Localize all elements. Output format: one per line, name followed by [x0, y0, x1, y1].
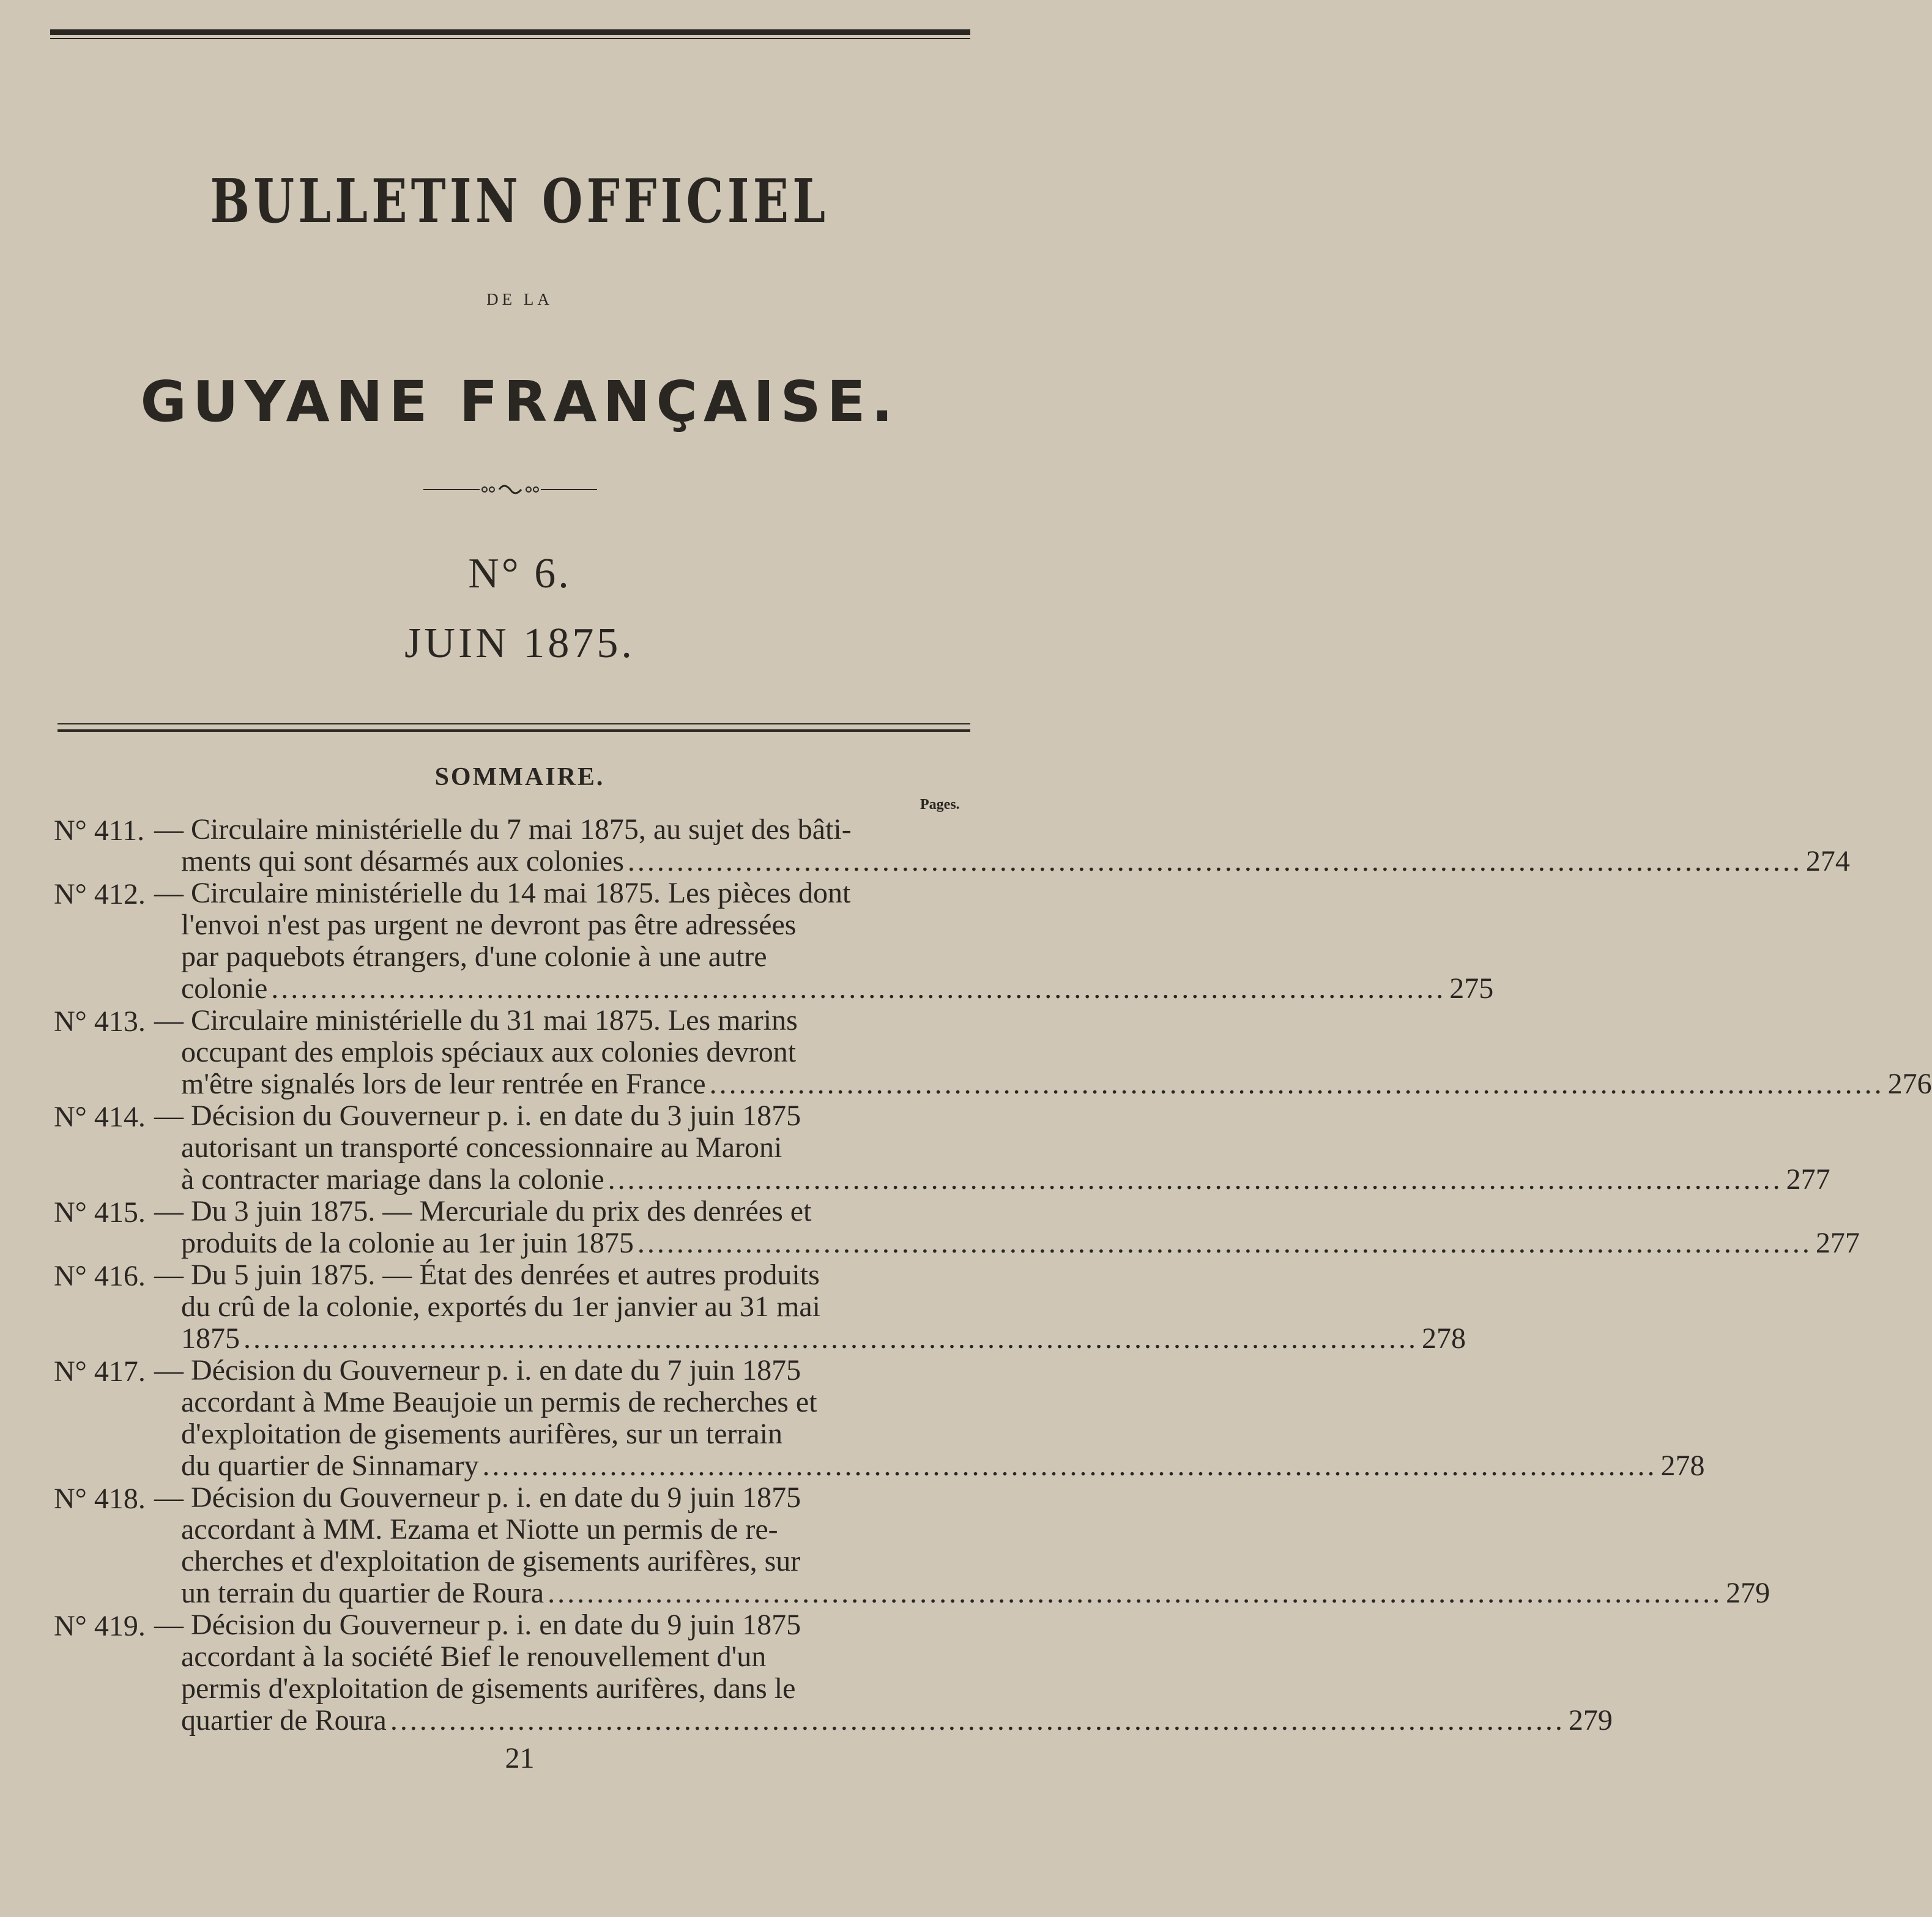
entry-description — [154, 1004, 1932, 1100]
entry-number: N° 416. — [54, 1260, 146, 1292]
dot-leader: ........................................................................................................................ — [243, 1322, 1418, 1355]
entry-line: à contracter mariage dans la colonie — [181, 1163, 604, 1196]
bulletin-title: BULLETIN OFFICIEL — [210, 166, 830, 237]
entry-line: permis d'exploitation de gisements aurifères, dans le — [181, 1672, 796, 1705]
dot-leader: ........................................................................................................................ — [390, 1704, 1565, 1736]
entry-line: ments qui sont désarmés aux colonies — [181, 845, 624, 877]
entry-line: m'être signalés lors de leur rentrée en France — [181, 1068, 706, 1100]
entry-number: N° 418. — [54, 1483, 146, 1515]
entry-page-number: 277 — [1786, 1163, 1830, 1196]
entry-number: N° 411. — [54, 814, 145, 847]
entry-final-line — [154, 1163, 1830, 1196]
colony-title: GUYANE FRANÇAISE. — [140, 369, 899, 434]
entry-page-number: 279 — [1568, 1704, 1613, 1736]
entry-line: accordant à la société Bief le renouvellement d'un — [181, 1640, 767, 1673]
entry-line: produits de la colonie au 1er juin 1875 — [181, 1227, 634, 1259]
entry-page-number: 276 — [1887, 1068, 1932, 1100]
entry-number: N° 413. — [54, 1005, 146, 1038]
dot-leader: ........................................................................................................................ — [271, 972, 1446, 1005]
entry-line: — Du 3 juin 1875. — Mercuriale du prix des denrées et — [154, 1195, 812, 1227]
ornament-divider-icon — [423, 482, 597, 497]
entry-line: accordant à MM. Ezama et Niotte un permis de re- — [181, 1513, 778, 1546]
entry-page-number: 279 — [1726, 1577, 1770, 1609]
entry-line: du crû de la colonie, exportés du 1er janvier au 31 mai — [181, 1290, 820, 1323]
entry-page-number: 278 — [1660, 1450, 1705, 1482]
dot-leader: ........................................................................................................................ — [637, 1227, 1812, 1259]
page-folio: 21 — [505, 1742, 535, 1774]
issue-number: N° 6. — [468, 550, 571, 597]
entry-final-line — [154, 1577, 1770, 1609]
entry-description — [154, 1481, 1770, 1609]
entry-description — [154, 877, 1494, 1005]
entry-line: accordant à Mme Beaujoie un permis de recherches et — [181, 1386, 817, 1418]
entry-description — [154, 1195, 1860, 1259]
entry-number: N° 415. — [54, 1196, 146, 1229]
entry-line: — Décision du Gouverneur p. i. en date du 3 juin 1875 — [154, 1100, 801, 1132]
entry-page-number: 274 — [1805, 845, 1850, 877]
entry-page-number: 277 — [1815, 1227, 1860, 1259]
contents-heading: SOMMAIRE. — [434, 763, 605, 791]
entry-number: N° 417. — [54, 1355, 146, 1388]
entry-line: — Circulaire ministérielle du 31 mai 1875. Les marins — [154, 1004, 798, 1037]
entry-final-line — [154, 845, 1850, 877]
entry-description — [154, 1259, 1466, 1355]
entry-line: par paquebots étrangers, d'une colonie à une autre — [181, 940, 767, 973]
entry-description — [154, 1609, 1613, 1736]
entry-line: cherches et d'exploitation de gisements aurifères, sur — [181, 1545, 801, 1577]
top-double-rule — [50, 29, 970, 41]
entry-final-line — [154, 1068, 1932, 1100]
entry-line: — Circulaire ministérielle du 7 mai 1875, au sujet des bâti- — [154, 813, 852, 846]
entry-final-line — [154, 1322, 1466, 1355]
entry-description — [154, 813, 1850, 877]
issue-date: JUIN 1875. — [404, 620, 635, 667]
dot-leader: ........................................................................................................................ — [482, 1450, 1657, 1482]
entry-final-line — [154, 1704, 1613, 1736]
entry-line: occupant des emplois spéciaux aux colonies devront — [181, 1036, 797, 1068]
entry-line: — Décision du Gouverneur p. i. en date du 9 juin 1875 — [154, 1481, 801, 1514]
entry-description — [154, 1354, 1705, 1482]
entry-line: — Du 5 juin 1875. — État des denrées et autres produits — [154, 1259, 820, 1291]
entry-final-line — [154, 1227, 1860, 1259]
dot-leader: ........................................................................................................................ — [709, 1068, 1884, 1100]
entry-page-number: 278 — [1422, 1322, 1466, 1355]
entry-page-number: 275 — [1449, 972, 1494, 1005]
title-connector: DE LA — [486, 290, 553, 308]
entry-line: l'envoi n'est pas urgent ne devront pas être adressées — [181, 909, 797, 941]
entry-line: colonie — [181, 972, 268, 1005]
entry-line: — Circulaire ministérielle du 14 mai 1875. Les pièces dont — [154, 877, 851, 909]
entry-line: — Décision du Gouverneur p. i. en date du 7 juin 1875 — [154, 1354, 801, 1387]
entry-line: 1875 — [181, 1322, 240, 1355]
dot-leader: ........................................................................................................................ — [548, 1577, 1723, 1609]
entry-line: — Décision du Gouverneur p. i. en date du 9 juin 1875 — [154, 1609, 801, 1641]
entry-number: N° 419. — [54, 1610, 146, 1642]
dot-leader: ........................................................................................................................ — [607, 1163, 1783, 1196]
entry-line: un terrain du quartier de Roura — [181, 1577, 544, 1609]
entry-description — [154, 1100, 1830, 1196]
dot-leader: ........................................................................................................................ — [627, 845, 1802, 877]
entry-number: N° 414. — [54, 1101, 146, 1133]
entry-line: autorisant un transporté concessionnaire au Maroni — [181, 1131, 782, 1164]
entry-final-line — [154, 1450, 1705, 1482]
entry-number: N° 412. — [54, 878, 146, 910]
entry-line: quartier de Roura — [181, 1704, 387, 1736]
entry-final-line — [154, 972, 1494, 1005]
pages-column-header: Pages. — [920, 797, 960, 813]
middle-double-rule — [58, 723, 970, 724]
entry-line: d'exploitation de gisements aurifères, sur un terrain — [181, 1418, 783, 1450]
entry-line: du quartier de Sinnamary — [181, 1450, 479, 1482]
